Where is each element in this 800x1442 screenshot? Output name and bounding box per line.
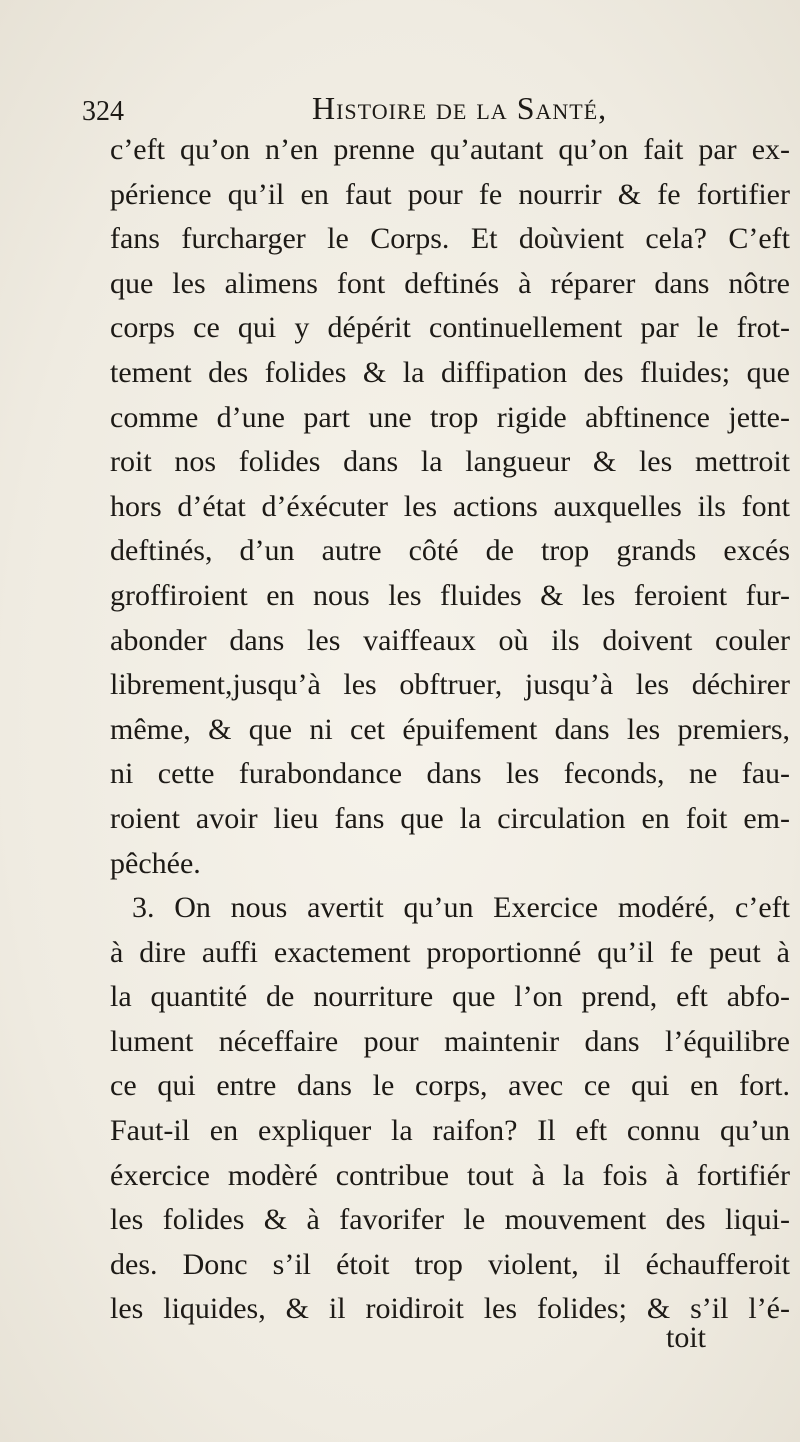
text-line: deftinés, d’un autre côté de trop grands excés	[110, 534, 790, 568]
text-line: périence qu’il en faut pour fe nourrir & fe fortifier	[110, 177, 790, 211]
text-line: ni cette furabondance dans les feconds, ne fau-	[110, 757, 790, 791]
text-line: pêchée.	[110, 846, 201, 880]
text-line: même, & que ni cet épuifement dans les premiers,	[110, 712, 790, 746]
text-line: roit nos folides dans la langueur & les mettroit	[110, 445, 790, 479]
running-title: Histoire de la Santé,	[312, 90, 608, 126]
text-line: hors d’état d’éxécuter les actions auxquelles ils font	[110, 489, 790, 523]
catchword: toit	[666, 1321, 707, 1354]
text-line: lument néceffaire pour maintenir dans l’équilibre	[110, 1024, 790, 1058]
text-line: tement des folides & la diffipation des fluides; que	[110, 355, 790, 389]
text-line: roient avoir lieu fans que la circulation en foit em-	[110, 801, 790, 835]
text-line: des. Donc s’il étoit trop violent, il échaufferoit	[110, 1247, 790, 1281]
page-header	[82, 88, 732, 128]
body-text	[110, 128, 790, 1332]
text-line: que les alimens font deftinés à réparer dans nôtre	[110, 266, 790, 300]
text-line: groffiroient en nous les fluides & les feroient fur-	[110, 578, 790, 612]
text-line: la quantité de nourriture que l’on prend, eft abfo-	[110, 980, 790, 1014]
text-line: librement,jusqu’à les obftruer, jusqu’à les déchirer	[110, 668, 790, 702]
text-line: ce qui entre dans le corps, avec ce qui en fort.	[110, 1069, 790, 1103]
text-line: abonder dans les vaiffeaux où ils doivent couler	[110, 623, 790, 657]
text-line: c’eft qu’on n’en prenne qu’autant qu’on fait par ex-	[110, 133, 790, 166]
text-line: les liquides, & il roidiroit les folides; & s’il l’é-	[110, 1292, 790, 1326]
text-line: Faut-il en expliquer la raifon? Il eft connu qu’un	[110, 1114, 790, 1148]
text-line: les folides & à favorifer le mouvement des liqui-	[110, 1203, 790, 1237]
text-line: éxercice modèré contribue tout à la fois à fortifiér	[110, 1158, 790, 1192]
text-line: fans furcharger le Corps. Et doùvient cela? C’eft	[110, 222, 790, 256]
text-line: à dire auffi exactement proportionné qu’il fe peut à	[110, 935, 790, 969]
text-line: 3. On nous avertit qu’un Exercice modéré, c’eft	[132, 891, 790, 925]
page-number: 324	[82, 96, 124, 127]
text-line: comme d’une part une trop rigide abftinence jette-	[110, 400, 790, 434]
text-line: corps ce qui y dépérit continuellement par le frot-	[110, 311, 790, 345]
